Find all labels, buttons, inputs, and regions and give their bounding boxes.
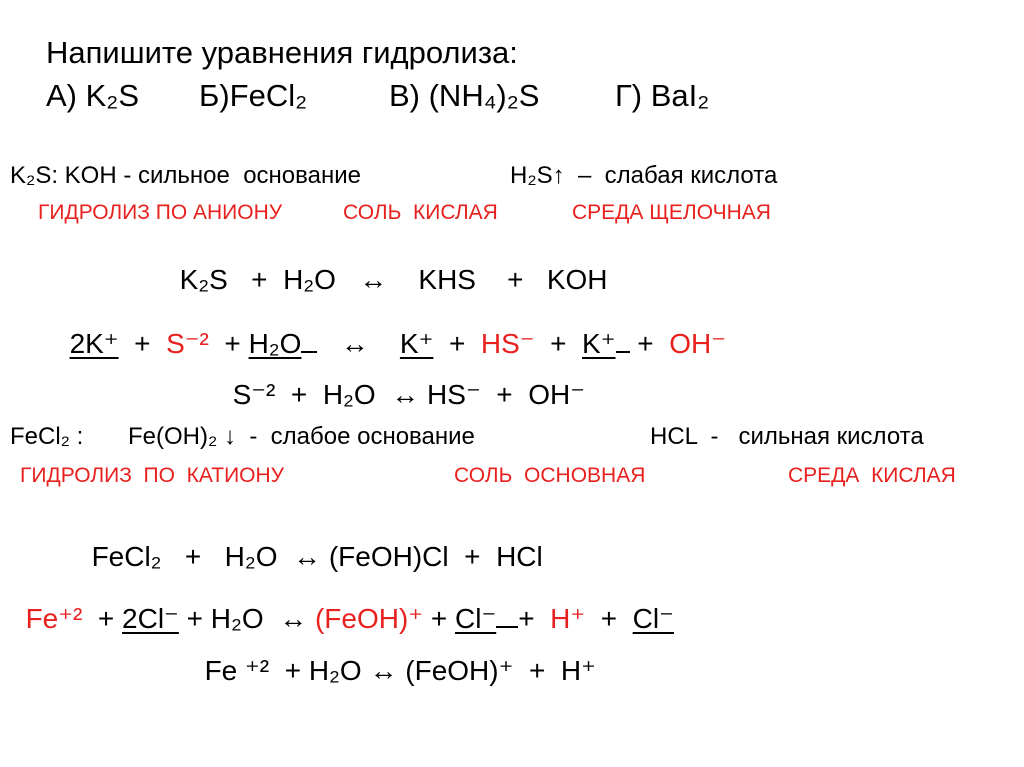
ion-feoh-plus: (FeOH)⁺ xyxy=(405,655,514,686)
fecl2-ionic-equation xyxy=(10,572,674,633)
plus-sign: + xyxy=(528,655,546,686)
equilibrium-arrow: ↔ xyxy=(391,379,420,410)
ion-feoh-plus: (FeOH)⁺ xyxy=(314,603,424,634)
k2s-tag-salt: СОЛЬ КИСЛАЯ xyxy=(343,201,498,224)
fecl2-description-salt: FeCl₂ : xyxy=(10,423,84,450)
plus-sign: + xyxy=(184,541,202,572)
task-option-b: Б)FeCl₂ xyxy=(199,78,308,113)
plus-sign: + xyxy=(518,603,535,634)
k2s-ionic-equation xyxy=(54,297,726,358)
fecl2-description-acid: HCL - сильная кислота xyxy=(650,423,924,450)
formula-koh: KOH xyxy=(546,264,608,295)
ion-s-2-minus: S⁻² xyxy=(232,379,276,410)
k2s-tag-hydrolysis: ГИДРОЛИЗ ПО АНИОНУ xyxy=(38,201,283,224)
ion-hs-minus: HS⁻ xyxy=(480,328,535,359)
ion-k-plus: K⁺ xyxy=(582,328,616,359)
plus-sign: + xyxy=(284,655,302,686)
plus-sign: + xyxy=(97,603,115,634)
formula-h2o: H₂O xyxy=(322,379,376,410)
equilibrium-arrow: ↔ xyxy=(369,655,398,686)
equilibrium-arrow: ↔ xyxy=(293,541,322,572)
fecl2-description-base: Fe(OH)₂ ↓ - слабое основание xyxy=(128,423,475,450)
task-option-d: Г) BaI₂ xyxy=(615,78,710,113)
plus-sign: + xyxy=(496,379,513,410)
plus-sign: + xyxy=(600,603,618,634)
formula-h2o: H₂O xyxy=(308,655,362,686)
ion-2k-plus: 2K⁺ xyxy=(69,328,119,359)
equilibrium-arrow: ↔ xyxy=(279,603,308,634)
formula-fecl2: FeCl₂ xyxy=(91,541,162,572)
plus-sign: + xyxy=(448,328,466,359)
ion-fe-2-plus: Fe ⁺² xyxy=(204,655,270,686)
fecl2-tag-medium: СРЕДА КИСЛАЯ xyxy=(788,464,956,487)
equilibrium-arrow: ↔ xyxy=(359,264,388,295)
plus-sign: + xyxy=(186,603,203,634)
formula-k2s: K₂S xyxy=(179,264,228,295)
ion-2cl-minus: 2Cl⁻ xyxy=(122,603,179,634)
fecl2-molecular-equation xyxy=(76,515,543,571)
ion-oh-minus: OH⁻ xyxy=(669,328,726,359)
plus-sign: + xyxy=(464,541,481,572)
k2s-molecular-equation xyxy=(164,238,608,294)
k2s-description-base: K₂S: KOH - сильное основание xyxy=(10,162,361,189)
plus-sign: + xyxy=(134,328,151,359)
plus-sign: + xyxy=(550,328,567,359)
ion-s-2-minus: S⁻² xyxy=(166,328,209,359)
ion-hs-minus: HS⁻ xyxy=(427,379,481,410)
ion-fe-2-plus: Fe⁺² xyxy=(25,603,83,634)
page-title: Напишите уравнения гидролиза: xyxy=(46,35,518,70)
equilibrium-arrow: ↔ xyxy=(340,328,369,359)
plus-sign: + xyxy=(251,264,268,295)
ion-oh-minus: OH⁻ xyxy=(528,379,585,410)
task-option-a: А) K₂S xyxy=(46,78,139,113)
formula-khs: KHS xyxy=(418,264,476,295)
formula-hcl: HCl xyxy=(496,541,543,572)
ion-cl-minus: Cl⁻ xyxy=(632,603,674,634)
plus-sign: + xyxy=(637,328,654,359)
k2s-tag-medium: СРЕДА ЩЕЛОЧНАЯ xyxy=(572,201,771,224)
plus-sign: + xyxy=(290,379,308,410)
plus-sign: + xyxy=(224,328,241,359)
k2s-short-ionic-equation xyxy=(217,353,585,409)
fecl2-tag-salt: СОЛЬ ОСНОВНАЯ xyxy=(454,464,646,487)
plus-sign: + xyxy=(507,264,524,295)
ion-h-plus: H⁺ xyxy=(550,603,586,634)
plus-sign: + xyxy=(430,603,448,634)
task-option-c: В) (NH₄)₂S xyxy=(389,78,540,113)
formula-h2o: H₂O xyxy=(210,603,264,634)
ion-k-plus: K⁺ xyxy=(399,328,434,359)
fecl2-tag-hydrolysis: ГИДРОЛИЗ ПО КАТИОНУ xyxy=(20,464,285,487)
ion-h-plus: H⁺ xyxy=(560,655,596,686)
k2s-description-acid: H₂S↑ – слабая кислота xyxy=(510,162,778,189)
formula-h2o: H₂O xyxy=(224,541,278,572)
formula-h2o: H₂O xyxy=(248,328,302,359)
formula-feohcl: (FeOH)Cl xyxy=(328,541,449,572)
formula-h2o: H₂O xyxy=(283,264,336,295)
ion-cl-minus: Cl⁻ xyxy=(455,603,497,634)
fecl2-short-ionic-equation xyxy=(189,629,596,685)
